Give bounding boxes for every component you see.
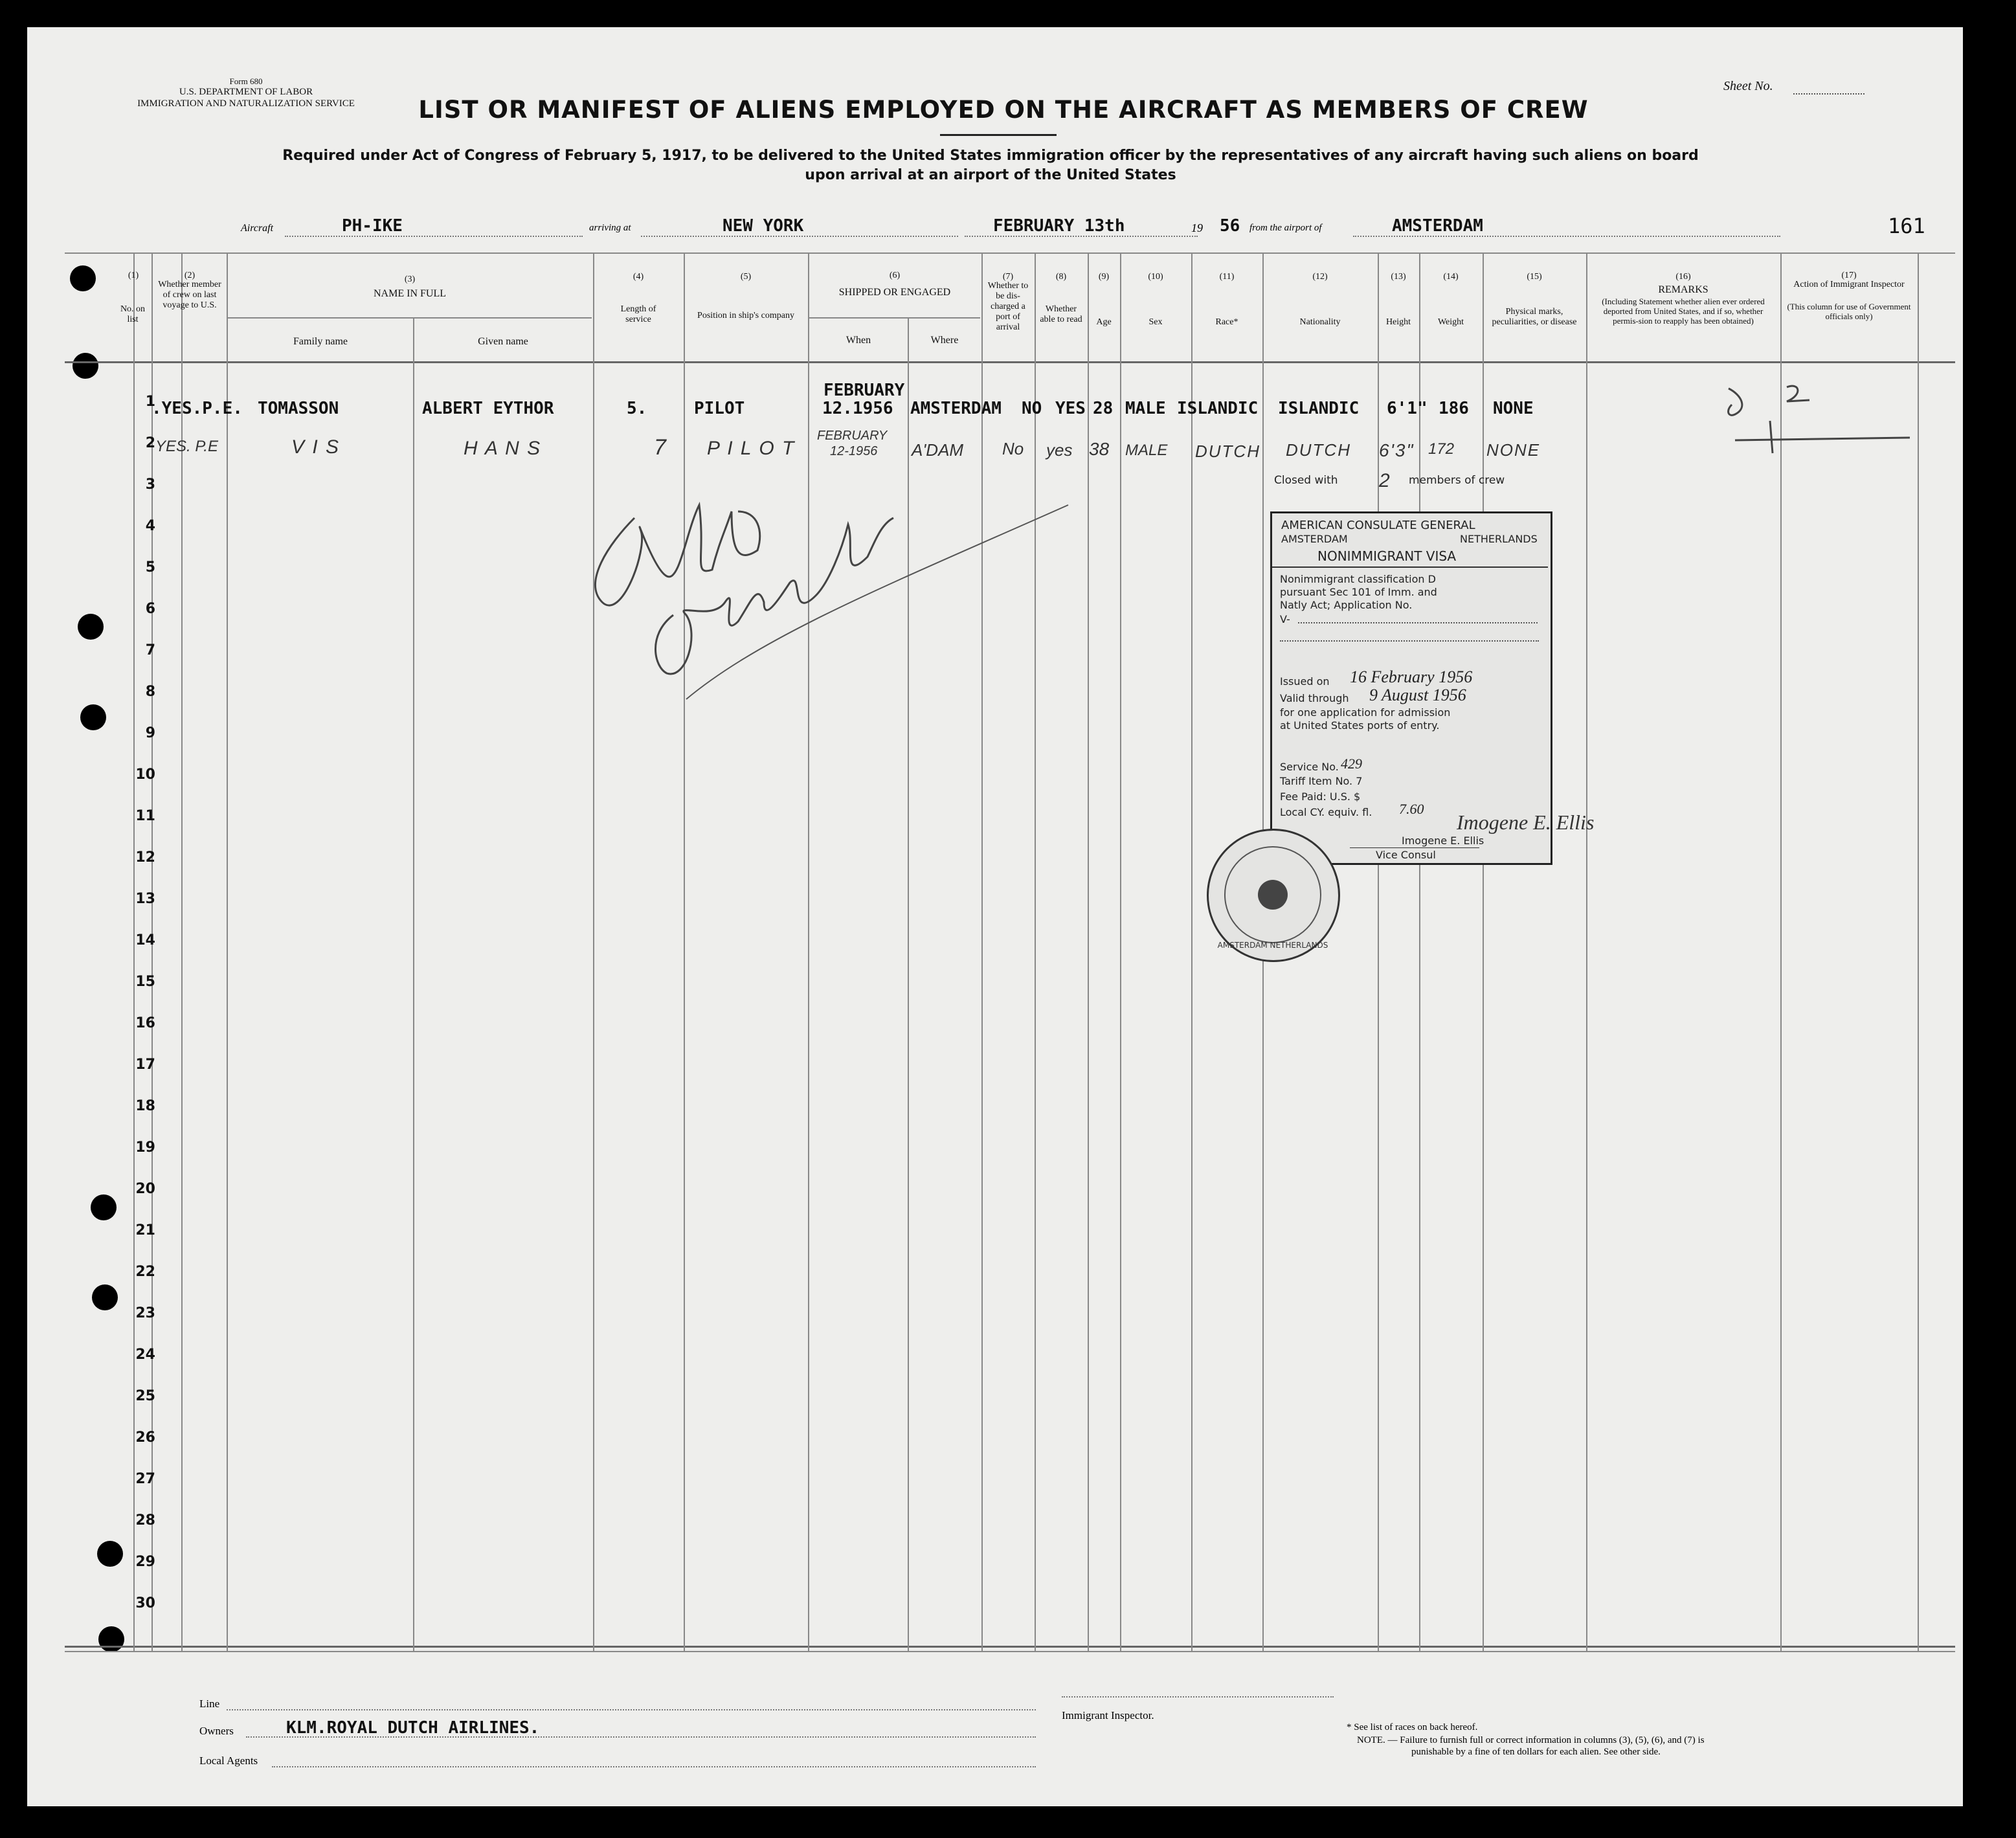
col3-header: NAME IN FULL <box>374 288 446 299</box>
row-number: 20 <box>135 1181 155 1197</box>
arriving-line <box>641 236 958 237</box>
row-number: 8 <box>145 684 155 700</box>
col9-number: (9) <box>1098 272 1110 282</box>
row-number: 7 <box>145 642 155 658</box>
stamp-local-label: Local CY. equiv. fl. <box>1280 806 1372 818</box>
col10-header: Sex <box>1148 317 1163 327</box>
row-number: 13 <box>135 891 155 907</box>
cell-position: P I L O T <box>707 438 796 459</box>
sheet-line <box>1793 93 1865 95</box>
col10-number: (10) <box>1148 272 1163 282</box>
col-divider <box>413 317 414 1651</box>
from-label: from the airport of <box>1249 223 1322 233</box>
cell-length: 5. <box>627 399 647 418</box>
cell-discharged: No <box>1002 439 1024 458</box>
punch-hole <box>78 614 104 640</box>
col1-number: (1) <box>128 271 139 280</box>
row-number: 12 <box>135 849 155 866</box>
closed-note-suffix: members of crew <box>1409 474 1505 487</box>
sheet-label: Sheet No. <box>1723 79 1773 93</box>
cell-where: AMSTERDAM <box>910 399 1002 418</box>
col6-header: SHIPPED OR ENGAGED <box>838 287 951 298</box>
inspector-signatures <box>570 453 1101 712</box>
col-divider <box>1191 252 1193 1651</box>
col11-number: (11) <box>1219 272 1235 282</box>
col17-subheader: (This column for use of Government officials only) <box>1787 302 1911 321</box>
col11-header: Race* <box>1215 317 1238 327</box>
col-divider <box>1419 252 1420 1651</box>
agents-label: Local Agents <box>199 1754 258 1767</box>
col3-number: (3) <box>404 275 416 284</box>
stamp-service-hand: 429 <box>1341 756 1362 772</box>
table-top-rule <box>65 252 1955 254</box>
closed-note-count: 2 <box>1379 470 1390 491</box>
stamp-issued-label: Issued on <box>1280 675 1330 688</box>
cell-prior-voyage: YES. P.E <box>155 438 218 455</box>
page-number: 161 <box>1888 214 1925 238</box>
row-number: 30 <box>135 1595 155 1611</box>
subtitle-line-1: Required under Act of Congress of February 5, 1917, to be delivered to the United States immigration officer by the representatives of any aircraft having such aliens on board <box>282 148 1699 164</box>
stamp-service-label: Service No. <box>1280 761 1339 773</box>
cell-age: 38 <box>1089 439 1110 459</box>
stamp-line: Nonimmigrant classification D <box>1280 573 1436 585</box>
cell-read: yes <box>1046 440 1073 460</box>
consul-title: Vice Consul <box>1376 849 1436 861</box>
col16-number: (16) <box>1675 272 1691 282</box>
stamp-line: NETHERLANDS <box>1460 533 1538 545</box>
row-number: 3 <box>145 476 155 493</box>
col8-number: (8) <box>1055 272 1067 282</box>
service: IMMIGRATION AND NATURALIZATION SERVICE <box>137 98 355 109</box>
cell-weight: 172 <box>1428 440 1455 458</box>
aircraft-line <box>285 236 583 237</box>
from-value: AMSTERDAM <box>1392 216 1483 236</box>
cell-nationality: DUTCH <box>1286 440 1351 460</box>
seal-emblem <box>1258 880 1288 910</box>
punch-hole <box>98 1626 124 1652</box>
row-number: 16 <box>135 1015 155 1031</box>
cell-family-name: TOMASSON <box>258 399 339 418</box>
footnote-fine: punishable by a fine of ten dollars for each alien. See other side. <box>1411 1747 1661 1757</box>
cell-when-date: 12-1956 <box>830 444 878 458</box>
cell-read: YES <box>1055 399 1086 418</box>
agents-field <box>272 1766 1036 1767</box>
stamp-local-hand: 7.60 <box>1399 801 1424 817</box>
row-number: 14 <box>135 932 155 948</box>
punch-hole <box>97 1541 123 1567</box>
stamp-valid-label: Valid through <box>1280 692 1349 704</box>
cell-marks: NONE <box>1493 399 1534 418</box>
row-number: 11 <box>135 808 155 824</box>
row-number: 6 <box>145 601 155 617</box>
consulate-seal <box>1207 829 1340 962</box>
cell-discharged: NO <box>1022 399 1042 418</box>
col2-number: (2) <box>184 271 196 280</box>
row-number: 24 <box>135 1347 155 1363</box>
subtitle-line-2: upon arrival at an airport of the United States <box>805 167 1176 183</box>
col12-number: (12) <box>1312 272 1328 282</box>
col4-header: Length of service <box>620 304 656 324</box>
stamp-rule <box>1298 622 1538 623</box>
line-label: Line <box>199 1698 220 1710</box>
punch-hole <box>91 1194 117 1220</box>
row-number: 19 <box>135 1139 155 1156</box>
row-number: 28 <box>135 1512 155 1529</box>
department: U.S. DEPARTMENT OF LABOR <box>179 87 313 97</box>
row-number: 4 <box>145 518 155 534</box>
stamp-line: Natly Act; Application No. <box>1280 599 1413 611</box>
consul-name: Imogene E. Ellis <box>1402 835 1484 847</box>
row-number: 17 <box>135 1057 155 1073</box>
col17-number: (17) <box>1841 271 1857 280</box>
col-divider <box>1780 252 1782 1651</box>
year-suffix: 56 <box>1220 216 1240 236</box>
col-divider <box>227 252 228 1651</box>
aircraft-value: PH-IKE <box>342 216 403 236</box>
cell-height: 6'3" <box>1379 440 1415 460</box>
col-divider <box>1483 252 1484 1651</box>
col5-header: Position in ship's company <box>697 311 794 320</box>
stamp-line: pursuant Sec 101 of Imm. and <box>1280 586 1437 598</box>
col-divider <box>1378 252 1379 1651</box>
stamp-issued-hand: 16 February 1956 <box>1350 667 1473 686</box>
cell-when-date: 12.1956 <box>822 399 893 418</box>
date-line <box>965 236 1198 237</box>
cell-race: DUTCH <box>1195 442 1260 461</box>
row-number: 1 <box>145 394 155 410</box>
col13-number: (13) <box>1391 272 1406 282</box>
footnote-note: NOTE. — Failure to furnish full or correct information in columns (3), (5), (6), and (7) is <box>1357 1735 1705 1745</box>
cell-prior-voyage: .YES.P.E. <box>151 399 243 418</box>
row-number: 27 <box>135 1471 155 1487</box>
arriving-label: arriving at <box>589 223 631 233</box>
year-prefix: 19 <box>1191 221 1203 234</box>
cell-when-month: FEBRUARY <box>817 429 888 443</box>
footnote-races: * See list of races on back hereof. <box>1347 1722 1478 1732</box>
inspector-field <box>1062 1696 1334 1698</box>
table-bottom-rule <box>65 1646 1955 1648</box>
col-divider <box>1120 252 1121 1651</box>
col15-number: (15) <box>1527 272 1542 282</box>
punch-hole <box>73 353 98 379</box>
cell-given-name: H A N S <box>464 438 542 459</box>
col6-where: Where <box>930 335 959 346</box>
aircraft-label: Aircraft <box>241 223 274 234</box>
cell-where: A'DAM <box>912 440 964 460</box>
col12-header: Nationality <box>1299 317 1341 327</box>
row-number: 29 <box>135 1554 155 1570</box>
row-number: 15 <box>135 974 155 990</box>
punch-hole <box>70 265 96 291</box>
date-value: FEBRUARY 13th <box>993 216 1125 236</box>
cell-weight: 186 <box>1439 399 1469 418</box>
owners-label: Owners <box>199 1725 234 1737</box>
col3-given: Given name <box>478 336 528 347</box>
stamp-line: for one application for admission <box>1280 706 1451 719</box>
row-number: 9 <box>145 725 155 741</box>
col14-header: Weight <box>1437 317 1464 327</box>
row-number: 18 <box>135 1098 155 1114</box>
col7-header: Whether to be dis-charged a port of arrival <box>987 281 1029 332</box>
col8-header: Whether able to read <box>1040 304 1082 324</box>
arriving-value: NEW YORK <box>722 216 804 236</box>
cell-height: 6'1" <box>1387 399 1428 418</box>
stamp-rule <box>1280 640 1539 642</box>
col-divider <box>1918 252 1919 1651</box>
row-number: 5 <box>145 559 155 576</box>
inspector-label: Immigrant Inspector. <box>1062 1709 1154 1721</box>
col-divider <box>1586 252 1587 1651</box>
from-line <box>1353 236 1780 237</box>
col1-header: No. on list <box>120 304 146 324</box>
cell-race: ISLANDIC <box>1177 399 1259 418</box>
cell-length: 7 <box>654 435 667 460</box>
col2-header: Whether member of crew on last voyage to U.S. <box>158 280 221 310</box>
closed-note-prefix: Closed with <box>1274 474 1338 487</box>
stamp-line: Fee Paid: U.S. $ <box>1280 790 1361 803</box>
punch-hole <box>92 1284 118 1310</box>
remarks-hand <box>1732 379 1734 380</box>
col3-family: Family name <box>293 336 348 347</box>
col17-header: Action of Immigrant Inspector <box>1793 280 1905 289</box>
col16-header: REMARKS <box>1658 284 1708 295</box>
stamp-title: NONIMMIGRANT VISA <box>1317 548 1457 564</box>
col9-header: Age <box>1096 317 1112 327</box>
cell-sex: MALE <box>1125 399 1166 418</box>
cell-sex: MALE <box>1125 442 1168 459</box>
stamp-line: AMERICAN CONSULATE GENERAL <box>1281 519 1475 532</box>
row-number: 21 <box>135 1222 155 1238</box>
row-number: 23 <box>135 1305 155 1321</box>
consul-signature: Imogene E. Ellis <box>1457 811 1595 834</box>
row-number: 26 <box>135 1429 155 1446</box>
col-divider <box>181 252 183 1651</box>
row-number: 10 <box>135 767 155 783</box>
col6-when: When <box>846 335 871 346</box>
stamp-rule <box>1350 847 1479 848</box>
cell-position: PILOT <box>694 399 745 418</box>
punch-hole <box>80 704 106 730</box>
col5-number: (5) <box>740 272 752 282</box>
name-header-rule <box>228 317 592 319</box>
seal-text: AMSTERDAM NETHERLANDS <box>1217 941 1328 950</box>
title-rule <box>940 134 1057 136</box>
stamp-line: Tariff Item No. 7 <box>1280 775 1363 787</box>
col7-number: (7) <box>1002 272 1014 282</box>
stamp-line: at United States ports of entry. <box>1280 719 1440 732</box>
col6-number: (6) <box>889 271 901 280</box>
stamp-rule <box>1272 566 1548 568</box>
owners-value: KLM.ROYAL DUTCH AIRLINES. <box>286 1718 540 1738</box>
header-bottom-rule <box>65 361 1955 363</box>
row-number: 2 <box>145 435 155 451</box>
col14-number: (14) <box>1443 272 1459 282</box>
col13-header: Height <box>1385 317 1411 327</box>
col4-number: (4) <box>633 272 644 282</box>
cell-marks: NONE <box>1486 440 1541 460</box>
table-bottom-rule-2 <box>65 1651 1955 1652</box>
cell-when-month: FEBRUARY <box>823 381 905 400</box>
line-field <box>227 1709 1036 1710</box>
page-title: LIST OR MANIFEST OF ALIENS EMPLOYED ON THE AIRCRAFT AS MEMBERS OF CREW <box>418 96 1589 124</box>
stamp-line: V- <box>1280 613 1290 625</box>
cell-family-name: V I S <box>291 436 341 458</box>
stamp-line: AMSTERDAM <box>1281 533 1348 545</box>
cell-given-name: ALBERT EYTHOR <box>422 399 554 418</box>
cell-nationality: ISLANDIC <box>1278 399 1360 418</box>
row-number: 25 <box>135 1388 155 1404</box>
col16-subheader: (Including Statement whether alien ever ordered deported from United States, and if so, whether permis-sion to reapply has been obtained) <box>1602 297 1765 326</box>
form-number: Form 680 <box>229 76 263 86</box>
col15-header: Physical marks, peculiarities, or disease <box>1492 307 1577 327</box>
cell-age: 28 <box>1093 399 1114 418</box>
row-number: 22 <box>135 1264 155 1280</box>
remarks-mark <box>1722 375 1929 460</box>
shipped-header-rule <box>809 317 980 319</box>
stamp-valid-hand: 9 August 1956 <box>1369 686 1466 704</box>
